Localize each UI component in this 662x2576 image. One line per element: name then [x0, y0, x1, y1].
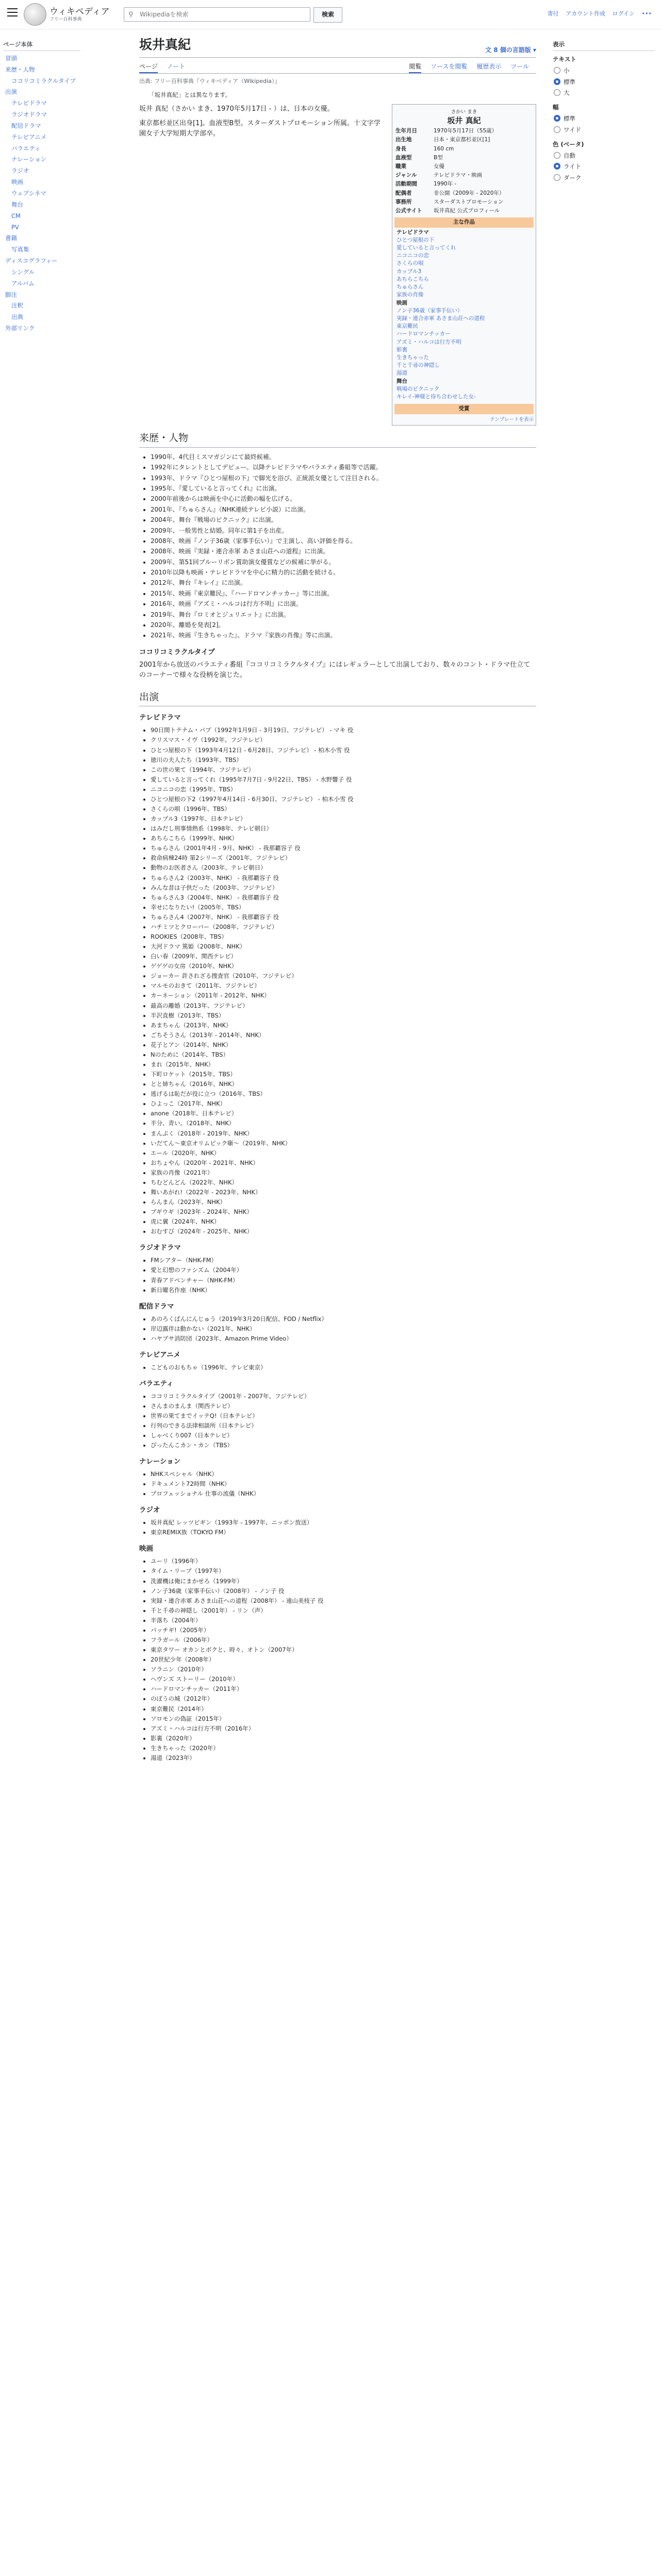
tv-drama-item: • ROOKIES（2008年、TBS） — [151, 932, 536, 942]
biography-item: • 2008年、映画『実録・連合赤軍 あさま山荘への道程』に出演。 — [151, 546, 536, 556]
radio-drama-item: • 青春アドベンチャー（NHK-FM） — [151, 1276, 536, 1285]
tv-anime-item: • こどものおもちゃ（1996年、テレビ東京） — [151, 1363, 536, 1372]
variety-item: • ココリコミラクルタイプ（2001年 - 2007年、フジテレビ） — [151, 1392, 536, 1401]
variety-item: • しゃべくり007（日本テレビ） — [151, 1431, 536, 1440]
infobox-work-link[interactable]: 湯道 — [396, 370, 407, 377]
movie-item: • 影裏（2020年） — [151, 1734, 536, 1743]
appearance-heading: 表示 — [553, 39, 655, 51]
tv-drama-item: • 虎に翼（2024年、NHK） — [151, 1217, 536, 1227]
toc-list — [3, 53, 80, 334]
source-note: 出典: フリー百科事典『ウィキペディア（Wikipedia）』 — [139, 77, 280, 84]
infobox-stage-label: 舞台 — [396, 378, 407, 384]
toc-item[interactable]: CM — [11, 212, 21, 219]
radio-icon[interactable] — [554, 115, 560, 122]
infobox-works — [394, 228, 534, 402]
main-content — [139, 31, 536, 1765]
tv-drama-item: • 90日間トテナム・パブ（1992年1月9日 - 3月19日、フジテレビ） - マキ 役 — [151, 725, 536, 735]
tv-drama-item: • ちゅらさん4（2007年、NHK） - 我那覇容子 役 — [151, 912, 536, 922]
language-button[interactable]: 文 8 個の言語版 ▾ — [485, 46, 536, 54]
infobox-value: 160 cm — [434, 145, 454, 152]
tv-drama-item: • この世の果て（1994年、フジテレビ） — [151, 765, 536, 775]
tv-drama-item: • おむすび（2024年 - 2025年、NHK） — [151, 1227, 536, 1236]
section-radio-drama: ラジオドラマ — [139, 1244, 181, 1252]
toc-item[interactable]: 冒頭 — [5, 54, 17, 62]
radio-drama-item: • 愛と幻想のファシズム（2004年） — [151, 1265, 536, 1275]
biography-item: • 2021年、映画『生きちゃった』、ドラマ『家族の肖像』等に出演。 — [151, 630, 536, 640]
infobox-key: 配偶者 — [395, 190, 412, 196]
text-size-option-label: 大 — [564, 89, 570, 97]
tv-drama-item: • 動物のお医者さん（2003年、テレビ朝日） — [151, 863, 536, 873]
streaming-drama-item: • 岸辺露伴は動かない（2021年、NHK） — [151, 1324, 536, 1334]
tv-drama-item: • 半沢直樹（2013年、TBS） — [151, 1011, 536, 1021]
infobox-row — [394, 135, 534, 144]
tv-anime-list — [139, 1363, 536, 1372]
movie-item: • 千と千尋の神隠し（2001年） - リン（声） — [151, 1606, 536, 1616]
tab-tools[interactable]: ツール — [510, 62, 529, 70]
biography-item: • 2001年、『ちゅらさん』（NHK連続テレビ小説）に出演。 — [151, 504, 536, 515]
tv-drama-item: • ひよっこ（2017年、NHK） — [151, 1099, 536, 1109]
movie-item: • ハードロマンチッカー（2011年） — [151, 1684, 536, 1694]
movie-item: • 東京難民（2014年） — [151, 1704, 536, 1714]
radio-item: • 坂井真紀 レッツビギン（1993年 - 1997年、ニッポン放送） — [151, 1518, 536, 1528]
text-size-option[interactable] — [553, 65, 655, 77]
biography-item: • 2009年、一般男性と結婚。同年に第1子を出産。 — [151, 526, 536, 536]
tv-drama-item: • ごちそうさん（2013年 - 2014年、NHK） — [151, 1030, 536, 1040]
narration-item: • ドキュメント72時間（NHK） — [151, 1479, 536, 1489]
tv-drama-item: • Nのために（2014年、TBS） — [151, 1050, 536, 1060]
appearance-panel — [553, 39, 655, 184]
biography-item: • 2008年、映画『ノン子36歳（家事手伝い）』で主演し、高い評価を得る。 — [151, 536, 536, 546]
infobox-work-link[interactable]: 東京難民 — [396, 323, 418, 330]
tv-drama-item: • まんぷく（2018年 - 2019年、NHK） — [151, 1129, 536, 1139]
movie-item: • ヘヴンズ ストーリー（2010年） — [151, 1674, 536, 1684]
infobox-value: 坂井真紀 公式プロフィール — [434, 208, 500, 214]
biography-item: • 2000年前後からは映画を中心に活動の幅を広げる。 — [151, 494, 536, 504]
infobox-work-link[interactable]: 千と千尋の神隠し — [396, 362, 440, 369]
tv-drama-item: • 半分、青い。（2018年、NHK） — [151, 1118, 536, 1128]
infobox-work-link[interactable]: さくらの唄 — [396, 260, 424, 267]
infobox-stage-list — [396, 385, 532, 401]
variety-item: • 世界の果てまでイッテQ!（日本テレビ） — [151, 1411, 536, 1421]
radio-drama-list — [139, 1256, 536, 1295]
tab-history[interactable]: 履歴表示 — [476, 62, 502, 70]
toc-item[interactable]: 書籍 — [5, 234, 17, 242]
tv-drama-item: • とと姉ちゃん（2016年、NHK） — [151, 1079, 536, 1089]
tv-drama-item: • ハチミツとクローバー（2008年、フジテレビ） — [151, 922, 536, 932]
text-size-options — [553, 65, 655, 99]
width-options — [553, 113, 655, 136]
radio-icon[interactable] — [554, 174, 560, 181]
text-size-option[interactable] — [553, 88, 655, 99]
infobox-work-link[interactable]: 愛していると言ってくれ — [396, 244, 456, 251]
movie-item: • 半落ち（2004年） — [151, 1616, 536, 1625]
infobox-value: スターダストプロモーション — [434, 198, 504, 205]
toc-item[interactable]: 写真集 — [11, 246, 29, 253]
narration-item: • NHKスペシャル（NHK） — [151, 1469, 536, 1479]
movie-item: • 洗濯機は俺にまかせろ（1999年） — [151, 1577, 536, 1586]
section-variety: バラエティ — [139, 1379, 174, 1388]
tv-drama-item: • マルモのおきて（2011年、フジテレビ） — [151, 981, 536, 991]
tv-drama-item: • おちょやん（2020年 - 2021年、NHK） — [151, 1158, 536, 1168]
toc-item[interactable]: 配信ドラマ — [11, 122, 41, 129]
infobox-works-heading: 主な作品 — [394, 217, 534, 227]
infobox-row — [394, 180, 534, 189]
width-label: 幅 — [553, 104, 559, 111]
section-cocorico: ココリコミラクルタイプ — [139, 648, 215, 656]
infobox-value: B型 — [434, 154, 443, 161]
site-header — [0, 0, 662, 29]
streaming-drama-list — [139, 1314, 536, 1344]
user-links — [542, 9, 652, 18]
biography-item: • 1990年、4代目ミスマガジンにて最終候補。 — [151, 452, 536, 462]
infobox-work-link[interactable]: あちらこちら — [396, 276, 429, 282]
text-size-option[interactable] — [553, 77, 655, 88]
narration-list — [139, 1469, 536, 1499]
tv-drama-item: • カーネーション（2011年 - 2012年、NHK） — [151, 991, 536, 1001]
movie-item: • のぼうの城（2012年） — [151, 1694, 536, 1704]
infobox-key: 公式サイト — [395, 208, 422, 214]
infobox-key: 出生地 — [395, 137, 412, 143]
movie-item: • フラガール（2006年） — [151, 1635, 536, 1645]
table-of-contents — [3, 39, 80, 334]
text-size-option-label: 標準 — [564, 78, 575, 86]
movie-item: • ソロモンの偽証（2015年） — [151, 1714, 536, 1724]
tv-drama-item: • エール（2020年、NHK） — [151, 1148, 536, 1158]
tv-drama-item: • ブギウギ（2023年 - 2024年、NHK） — [151, 1207, 536, 1217]
infobox-row — [394, 207, 534, 215]
infobox-movie-label: 映画 — [396, 299, 407, 306]
movie-item: • 東京タワー オカンとボクと、時々、オトン（2007年） — [151, 1645, 536, 1655]
page-title: 坂井真紀 — [139, 35, 536, 58]
tv-drama-item: • 逃げるは恥だが役に立つ（2016年、TBS） — [151, 1089, 536, 1099]
infobox-name: 坂井 真紀 — [447, 116, 481, 126]
tv-drama-item: • ちゅらさん（2001年4月 - 9月、NHK） - 我那覇容子 役 — [151, 843, 536, 853]
section-tv-anime: テレビアニメ — [139, 1350, 181, 1359]
infobox-work-link[interactable]: カップル3 — [396, 268, 422, 275]
tv-drama-item: • さくらの唄（1996年、TBS） — [151, 804, 536, 814]
section-appearances: 出演 — [139, 690, 536, 706]
infobox-row — [394, 127, 534, 135]
tv-drama-item: • カップル3（1997年、日本テレビ） — [151, 814, 536, 824]
width-option[interactable] — [553, 113, 655, 125]
width-option-label: 標準 — [564, 115, 575, 123]
toc-item[interactable]: テレビアニメ — [11, 133, 47, 141]
biography-item: • 2004年、舞台『戦場のピクニック』に出演。 — [151, 515, 536, 525]
toc-item[interactable]: 出演 — [5, 88, 17, 96]
toc-item[interactable]: ココリコミラクルタイプ — [11, 77, 76, 84]
color-option[interactable] — [553, 150, 655, 162]
radio-icon[interactable] — [554, 78, 560, 85]
infobox-work-link[interactable]: 影裏 — [396, 346, 407, 353]
tv-drama-list — [139, 725, 536, 1236]
tv-drama-item: • はみだし刑事情熱系（1998年、テレビ朝日） — [151, 824, 536, 834]
biography-item: • 2016年、映画『アズミ・ハルコは行方不明』に出演。 — [151, 599, 536, 609]
infobox-work-link[interactable]: ハードロマンチッカー — [396, 331, 451, 337]
infobox-key: 生年月日 — [395, 128, 417, 134]
movie-item: • ソラニン（2010年） — [151, 1665, 536, 1674]
text-size-option-label: 小 — [564, 66, 570, 74]
variety-item: • ぴったんこカン・カン（TBS） — [151, 1440, 536, 1450]
infobox-tv-label: テレビドラマ — [396, 229, 429, 235]
infobox-value: テレビドラマ・映画 — [434, 172, 483, 179]
toc-item[interactable]: ラジオドラマ — [11, 111, 47, 118]
biography-item: • 2010年以降も映画・テレビドラマを中心に精力的に活動を続ける。 — [151, 567, 536, 578]
tv-drama-item: • あまちゃん（2013年、NHK） — [151, 1021, 536, 1030]
main-menu-icon[interactable] — [7, 8, 18, 16]
tv-drama-item: • ジョーカー 許されざる捜査官（2010年、フジテレビ） — [151, 971, 536, 981]
movie-item: • パッチギ!（2005年） — [151, 1625, 536, 1635]
biography-item: • 1995年、『愛していると言ってくれ』に出演。 — [151, 483, 536, 494]
biography-item: • 1993年、ドラマ『ひとつ屋根の下』で脚光を浴び、正統派女優として注目される。 — [151, 473, 536, 483]
tab-read[interactable]: 閲覧 — [409, 63, 421, 73]
search-icon: ⚲ — [128, 11, 134, 19]
variety-list — [139, 1392, 536, 1450]
tv-drama-item: • 家族の肖像（2021年） — [151, 1168, 536, 1178]
wikipedia-logo-icon[interactable] — [24, 3, 46, 26]
infobox-awards-heading: 受賞 — [394, 404, 534, 414]
infobox-value: 1990年 - — [434, 181, 457, 188]
search-button[interactable]: 検索 — [313, 7, 342, 23]
tv-drama-item: • あちらこちら（1999年、NHK） — [151, 834, 536, 843]
movie-item: • 生きちゃった（2020年） — [151, 1743, 536, 1753]
tv-drama-item: • ニコニコの恋（1995年、TBS） — [151, 785, 536, 794]
tv-drama-item: • 舞いあがれ!（2022年 - 2023年、NHK） — [151, 1188, 536, 1197]
infobox-key: ジャンル — [395, 172, 417, 179]
tv-drama-item: • ひとつ屋根の下（1993年4月12日 - 6月28日、フジテレビ） - 柏木小雪 役 — [151, 745, 536, 755]
toc-item[interactable]: ナレーション — [11, 156, 47, 163]
tab-view-source[interactable]: ソースを閲覧 — [431, 62, 468, 70]
color-option-label: ダーク — [564, 174, 582, 182]
template-link[interactable]: テンプレートを表示 — [490, 416, 534, 422]
infobox-key: 職業 — [395, 163, 406, 170]
infobox-key: 身長 — [395, 145, 406, 152]
infobox-row — [394, 198, 534, 207]
toc-item[interactable]: 映画 — [11, 178, 23, 186]
toc-item[interactable]: シングル — [11, 268, 35, 276]
infobox-kana: さかい まき — [451, 109, 477, 115]
infobox-key: 活動期間 — [395, 181, 417, 188]
tv-drama-item: • まれ（2015年、NHK） — [151, 1060, 536, 1070]
tv-drama-item: • ちゅらさん3（2004年、NHK） - 我那覇容子 役 — [151, 893, 536, 903]
radio-icon[interactable] — [554, 89, 560, 96]
width-option[interactable] — [553, 125, 655, 136]
tab-talk[interactable]: ノート — [167, 62, 186, 70]
tv-drama-item: • 最高の離婚（2013年、フジテレビ） — [151, 1001, 536, 1011]
toc-item[interactable]: 脚注 — [5, 291, 17, 298]
toc-item[interactable]: アルバム — [11, 279, 35, 287]
toc-item[interactable]: 外部リンク — [5, 325, 35, 332]
section-narration: ナレーション — [139, 1458, 181, 1466]
radio-item: • 東京REMIX族（TOKYO FM） — [151, 1528, 536, 1537]
infobox-work-link[interactable]: ひとつ屋根の下 — [396, 236, 435, 243]
tv-drama-item: • 下町ロケット（2015年、TBS） — [151, 1070, 536, 1079]
radio-list — [139, 1518, 536, 1537]
intro-paragraph-2: 東京都杉並区出身[1]。血液型B型。スターダストプロモーション所属。十文字学園女子大学短期大学部卒。 — [139, 119, 380, 138]
intro-paragraph-1: 坂井 真紀（さかい まき、1970年5月17日 - ）は、日本の女優。 — [139, 105, 334, 113]
tv-drama-item: • みんな昔は子供だった（2003年、フジテレビ） — [151, 883, 536, 893]
toc-heading: ページ本体 — [3, 39, 80, 51]
movie-item: • タイム・リープ（1997年） — [151, 1566, 536, 1576]
section-movie: 映画 — [139, 1545, 153, 1553]
section-streaming-drama: 配信ドラマ — [139, 1302, 174, 1311]
narration-item: • プロフェッショナル 仕事の流儀（NHK） — [151, 1489, 536, 1499]
toc-item[interactable]: 舞台 — [11, 200, 23, 208]
hatnote: 「坂井真紀」とは異なります。 — [148, 91, 231, 98]
movie-item: • 実録・連合赤軍 あさま山荘への道程（2008年） - 遠山美枝子 役 — [151, 1596, 536, 1606]
movie-item: • 20世紀少年（2008年） — [151, 1655, 536, 1665]
movie-item: • アズミ・ハルコは行方不明（2016年） — [151, 1724, 536, 1734]
tab-page[interactable]: ページ — [139, 63, 158, 73]
infobox-work-link[interactable]: ニコニコの恋 — [396, 252, 429, 259]
color-option-label: ライト — [564, 163, 582, 171]
search-box — [124, 7, 310, 22]
radio-drama-item: • 新日曜名作座（NHK） — [151, 1285, 536, 1295]
login-link[interactable]: ログイン — [612, 10, 635, 17]
infobox-movie-list — [396, 307, 532, 378]
tv-drama-item: • 徳川の夫人たち（1993年、TBS） — [151, 755, 536, 765]
infobox-row — [394, 154, 534, 162]
infobox-value: 1970年5月17日（55歳） — [434, 128, 498, 134]
page-tabs — [139, 60, 536, 74]
tv-drama-item: • 花子とアン（2014年、NHK） — [151, 1040, 536, 1050]
radio-icon[interactable] — [554, 163, 560, 170]
infobox-work-link[interactable]: 生きちゃった — [396, 354, 429, 361]
tv-drama-item: • クリスマス・イヴ（1992年、フジテレビ） — [151, 735, 536, 745]
tv-drama-item: • ひとつ屋根の下2（1997年4月14日 - 6月30日、フジテレビ） - 柏木小雪 役 — [151, 794, 536, 804]
movie-item: • ユーリ（1996年） — [151, 1556, 536, 1566]
infobox-row — [394, 145, 534, 154]
radio-icon[interactable] — [554, 152, 560, 159]
donate-link[interactable]: 寄付 — [547, 10, 559, 17]
wordmark[interactable]: ウィキペディア — [49, 7, 110, 17]
toc-item[interactable]: 来歴・人物 — [5, 65, 35, 73]
tv-drama-item: • いだてん〜東京オリムピック噺〜（2019年、NHK） — [151, 1139, 536, 1148]
biography-list — [139, 452, 536, 641]
streaming-drama-item: • ハヤブサ消防団（2023年、Amazon Prime Video） — [151, 1334, 536, 1344]
radio-drama-item: • FMシアター（NHK-FM） — [151, 1256, 536, 1265]
variety-item: • さんまのまんま（関西テレビ） — [151, 1401, 536, 1411]
biography-item: • 2020年、離婚を発表[2]。 — [151, 620, 536, 630]
toc-item[interactable]: 注釈 — [11, 302, 23, 310]
infobox-row — [394, 171, 534, 180]
infobox-work-link[interactable]: アズミ・ハルコは行方不明 — [396, 338, 461, 345]
infobox-work-link[interactable]: 戦場のピクニック — [396, 385, 440, 392]
radio-icon[interactable] — [554, 67, 560, 74]
infobox-value: 女優 — [434, 163, 444, 170]
color-label: 色 (ベータ) — [553, 140, 584, 148]
tv-drama-item: • ゲゲゲの女房（2010年、NHK） — [151, 961, 536, 971]
section-tv-drama: テレビドラマ — [139, 714, 181, 722]
tv-drama-item: • anone（2018年、日本テレビ） — [151, 1109, 536, 1118]
infobox-work-link[interactable]: キレイ-神様と待ち合わせした女- — [396, 394, 476, 400]
color-options — [553, 150, 655, 184]
infobox-table — [394, 127, 534, 215]
infobox-work-link[interactable]: 家族の肖像 — [396, 292, 424, 298]
create-account-link[interactable]: アカウント作成 — [566, 10, 606, 17]
toc-item[interactable]: PV — [11, 223, 19, 231]
tv-drama-item: • 白い春（2009年、関西テレビ） — [151, 952, 536, 961]
radio-icon[interactable] — [554, 126, 560, 133]
width-option-label: ワイド — [564, 126, 582, 133]
biography-item: • 2019年、舞台『ロミオとジュリエット』に出演。 — [151, 609, 536, 620]
tv-drama-item: • 大河ドラマ 篤姫（2008年、NHK） — [151, 942, 536, 952]
toc-item[interactable]: ディスコグラフィー — [5, 257, 58, 265]
biography-item: • 2009年、第51回ブルーリボン賞助演女優賞などの候補に挙がる。 — [151, 557, 536, 567]
cocorico-text: 2001年から放送のバラエティ番組『ココリコミラクルタイプ』にはレギュラーとして出演しており、数々のコント・ドラマ仕立てのコーナーで様々な役柄を演じた。 — [139, 660, 531, 679]
infobox-key: 事務所 — [395, 198, 412, 205]
article-body — [139, 104, 536, 1763]
infobox-tv-list — [396, 236, 532, 299]
infobox-work-link[interactable]: ノン子36歳（家事手伝い） — [396, 307, 463, 314]
tv-drama-item: • 救命病棟24時 第2シリーズ（2001年、フジテレビ） — [151, 853, 536, 863]
tv-drama-item: • ちゅらさん2（2003年、NHK） - 我那覇容子 役 — [151, 873, 536, 883]
toc-item[interactable]: ウェブシネマ — [11, 189, 46, 197]
infobox-value: 日本・東京都杉並区[1] — [434, 137, 490, 143]
infobox-key: 血液型 — [395, 154, 412, 161]
toc-item[interactable]: テレビドラマ — [11, 99, 47, 107]
tagline: フリー百科事典 — [49, 17, 82, 22]
color-option-label: 自動 — [564, 151, 575, 159]
movie-list — [139, 1556, 536, 1763]
color-option[interactable] — [553, 173, 655, 184]
infobox-row — [394, 162, 534, 171]
tv-drama-item: • らんまん（2023年、NHK） — [151, 1197, 536, 1207]
biography-item: • 1992年にタレントとしてデビュー。以降テレビドラマやバラエティ番組等で活躍。 — [151, 462, 536, 472]
biography-item: • 2012年、舞台『キレイ』に出演。 — [151, 578, 536, 588]
tv-drama-item: • 幸せになりたい!（2005年、TBS） — [151, 903, 536, 912]
movie-item: • 湯道（2023年） — [151, 1753, 536, 1763]
toc-item[interactable]: 出典 — [11, 313, 23, 321]
search-input[interactable] — [139, 9, 306, 20]
variety-item: • 行列のできる法律相談所（日本テレビ） — [151, 1421, 536, 1431]
infobox-work-link[interactable]: ちゅらさん — [396, 284, 424, 291]
infobox-value: 非公開（2009年 - 2020年） — [434, 190, 505, 196]
tv-drama-item: • ちむどんどん（2022年、NHK） — [151, 1178, 536, 1188]
more-options-icon[interactable]: ••• — [641, 10, 652, 17]
infobox-row — [394, 189, 534, 198]
infobox-work-link[interactable]: 実録・連合赤軍 あさま山荘への道程 — [396, 315, 485, 321]
tv-drama-item: • 愛していると言ってくれ（1995年7月7日 - 9月22日、TBS） - 水野響子 役 — [151, 775, 536, 785]
section-radio: ラジオ — [139, 1506, 160, 1515]
movie-item: • ノン子36歳（家事手伝い）（2008年） - ノン子 役 — [151, 1586, 536, 1596]
color-option[interactable] — [553, 161, 655, 173]
text-size-label: テキスト — [553, 55, 576, 63]
biography-item: • 2015年、映画『東京難民』、『ハードロマンチッカー』等に出演。 — [151, 588, 536, 599]
toc-item[interactable]: ラジオ — [11, 167, 29, 175]
section-biography: 来歴・人物 — [139, 431, 536, 447]
streaming-drama-item: • あのろくばんにんじゅう（2019年3月20日配信、FOD / Netflix） — [151, 1314, 536, 1324]
toc-item[interactable]: バラエティ — [11, 144, 41, 152]
infobox — [392, 104, 536, 426]
